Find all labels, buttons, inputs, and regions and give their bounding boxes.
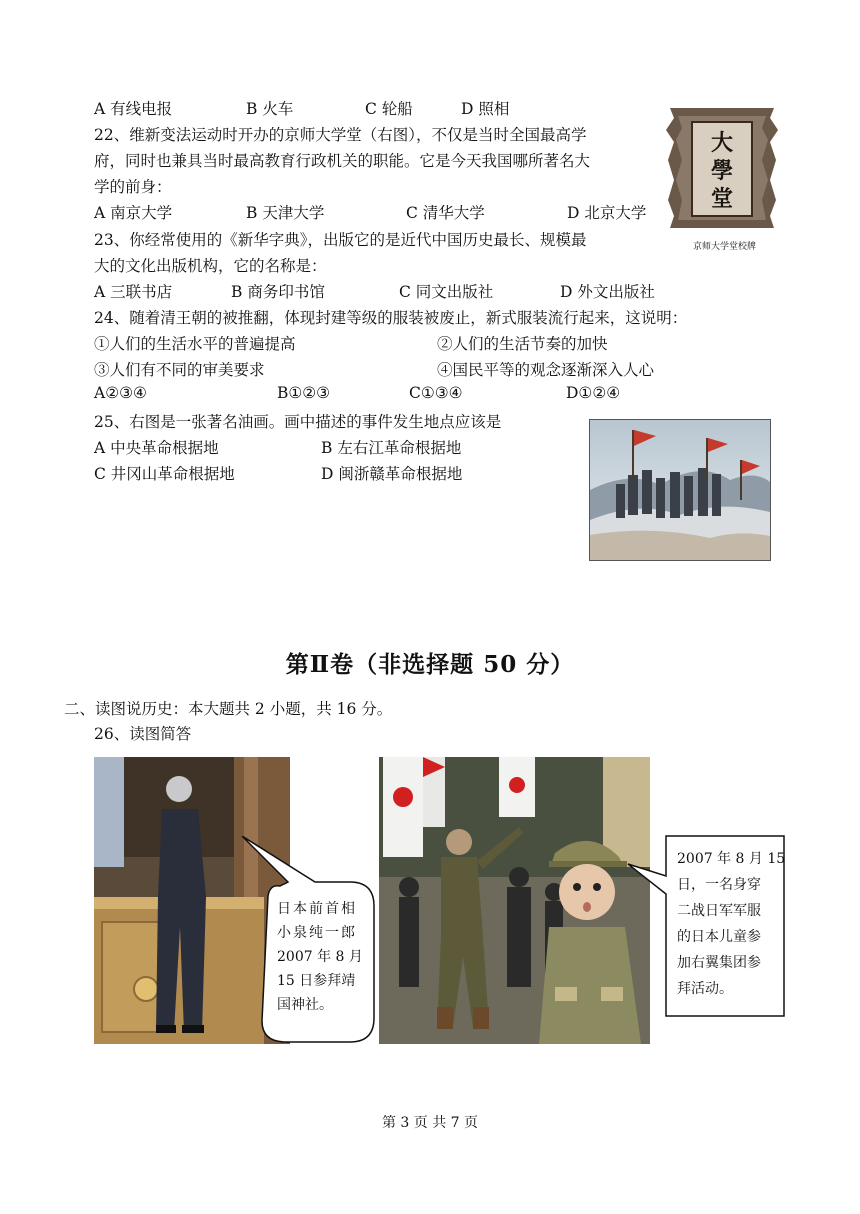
q24-stem: 24、随着清王朝的被推翻，体现封建等级的服装被废止，新式服装流行起来，这说明： — [94, 309, 688, 327]
page-footer: 第 3 页 共 7 页 — [381, 1115, 479, 1131]
q21-option-b: B 火车 — [246, 100, 294, 118]
q23-option-c: C 同文出版社 — [399, 283, 494, 301]
svg-text:學: 學 — [710, 158, 734, 184]
q24-option-a: A②③④ — [94, 384, 147, 402]
q21-option-c: C 轮船 — [365, 100, 413, 118]
left-callout-line-5: 国神社。 — [277, 997, 333, 1013]
svg-text:大: 大 — [710, 130, 734, 156]
q21-option-d: D 照相 — [461, 100, 510, 118]
q22-stem-line-2: 府，同时也兼具当时最高教育行政机关的职能。它是今天我国哪所著名大 — [94, 152, 591, 170]
q24-option-d: D①②④ — [566, 384, 621, 402]
q25-stem: 25、右图是一张著名油画。画中描述的事件发生地点应该是 — [94, 413, 502, 431]
q22-option-b: B 天津大学 — [246, 204, 325, 222]
left-callout-line-2: 小泉纯一郎 — [277, 925, 357, 941]
q22-option-d: D 北京大学 — [567, 204, 647, 222]
right-callout-line-1: 2007 年 8 月 15 — [677, 851, 786, 867]
left-callout-text — [277, 897, 363, 1017]
q24-option-b: B①②③ — [277, 384, 331, 402]
left-callout-line-3: 2007 年 8 月 — [277, 949, 363, 965]
oil-painting-image — [589, 419, 771, 561]
section-2-title: 第Ⅱ卷（非选择题 50 分） — [285, 651, 575, 678]
right-callout-line-6: 拜活动。 — [677, 981, 733, 997]
right-callout-line-2: 日，一名身穿 — [677, 877, 761, 893]
q24-statement-1: ①人们的生活水平的普遍提高 — [94, 335, 296, 353]
left-callout-line-1: 日本前首相 — [277, 901, 357, 917]
q23-stem-line-2: 大的文化出版机构，它的名称是： — [94, 257, 327, 275]
q24-statement-3: ③人们有不同的审美要求 — [94, 361, 265, 379]
right-callout-line-4: 的日本儿童参 — [677, 929, 761, 945]
q24-statement-4: ④国民平等的观念逐渐深入人心 — [437, 361, 655, 379]
q22-stem-line-3: 学的前身： — [94, 178, 172, 196]
q21-option-a: A 有线电报 — [94, 100, 173, 118]
q22-option-c: C 清华大学 — [406, 204, 485, 222]
q25-option-b: B 左右江革命根据地 — [321, 439, 462, 457]
q25-option-a: A 中央革命根据地 — [94, 439, 219, 457]
plaque-caption: 京师大学堂校牌 — [693, 242, 757, 252]
left-callout-line-4: 15 日参拜靖 — [277, 973, 356, 989]
q25-option-c: C 井冈山革命根据地 — [94, 465, 235, 483]
q23-option-a: A 三联书店 — [94, 283, 173, 301]
q24-option-c: C①③④ — [409, 384, 463, 402]
section-2-heading: 二、读图说历史：本大题共 2 小题，共 16 分。 — [64, 700, 393, 718]
university-plaque-image — [662, 100, 782, 252]
q22-stem-line-1: 22、维新变法运动时开办的京师大学堂（右图），不仅是当时全国最高学 — [94, 126, 587, 144]
q23-stem-line-1: 23、你经常使用的《新华字典》，出版它的是近代中国历史最长、规模最 — [94, 231, 587, 249]
q23-option-d: D 外文出版社 — [560, 283, 655, 301]
right-callout-line-5: 加右翼集团参 — [677, 955, 761, 971]
q25-option-d: D 闽浙赣革命根据地 — [321, 465, 463, 483]
q26-prompt: 26、读图简答 — [94, 725, 192, 743]
q22-option-a: A 南京大学 — [94, 204, 173, 222]
right-callout-line-3: 二战日军军服 — [677, 903, 761, 919]
q24-statement-2: ②人们的生活节奏的加快 — [437, 335, 608, 353]
right-callout-text — [677, 846, 785, 1002]
q23-option-b: B 商务印书馆 — [231, 283, 325, 301]
svg-text:堂: 堂 — [710, 186, 734, 212]
